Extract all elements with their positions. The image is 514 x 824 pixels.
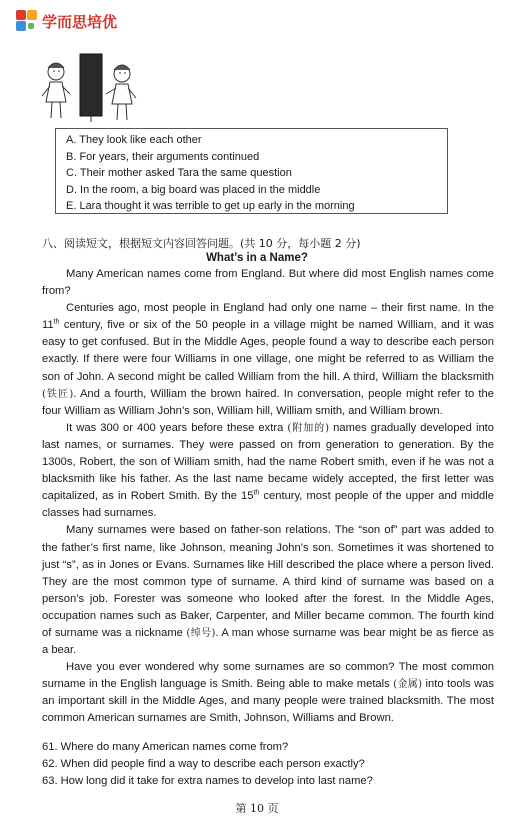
logo: [16, 10, 117, 32]
paragraph-3: It was 300 or 400 years before these extra (附加的) names gradually developed into last names, or surnames. They were passed on from generation to generation. By the 1300s, Robert, the son of William smith, had the name Robert smith, even if he was not a blacksmith like his father. As the last name became widely accepted, the first letter was capitalized, as in Robert Smith. By the 15th century, most people of the upper and middle classes had surnames.: [42, 421, 494, 520]
option-b: B. For years, their arguments continued: [66, 150, 260, 163]
illustration-two-girls-board: [36, 52, 146, 124]
logo-text: 学而思培优: [42, 12, 118, 31]
questions-list: [42, 739, 373, 789]
section-instruction: 八、阅读短文，根据短文内容回答问题。(共 10 分，每小题 2 分): [42, 237, 361, 250]
option-d: D. In the room, a big board was placed in the middle: [66, 183, 321, 196]
page-number: 第 10 页: [235, 802, 279, 815]
passage-title: What’s in a Name?: [206, 252, 308, 264]
option-c: C. Their mother asked Tara the same question: [66, 167, 292, 180]
question-62: 62. When did people find a way to describe each person exactly?: [42, 757, 365, 770]
option-e: E. Lara thought it was terrible to get up early in the morning: [66, 200, 355, 213]
passage: [42, 266, 494, 728]
question-61: 61. Where do many American names come from?: [42, 741, 289, 753]
question-63: 63. How long did it take for extra names to develop into last name?: [42, 774, 373, 787]
paragraph-4: Many surnames were based on father-son relations. The “son of” part was added to the father’s first name, like Johnson, meaning John’s son. Sometimes it was shortened to just “s”, as in Jones or Evans. Surnames like Hill described the place where a person lived. They are the most common type of surname. A third kind of surname was based on a person’s job. Forester was someone who looked after the forest. In the Middle Ages, occupation names such as Baker, Carpenter, and Miller became common. The fourth kind of surname was a nickname (绰号). A man whose surname was bear might be as fierce as a bear.: [42, 524, 494, 657]
paragraph-5: Have you ever wondered why some surnames are so common? The most common surname in the English language is Smith. Being able to make metals (金属) into tools was an important skill in the Middle Ages, and many people were trained blacksmith. The most common American surnames are Smith, Johnson, Williams and Brown.: [42, 661, 494, 725]
option-a: A. They look like each other: [66, 134, 202, 146]
paragraph-2: Centuries ago, most people in England had only one name – their first name. In the 11th century, five or six of the 50 people in a village might be named William, and it was easy to get confused. But in the Middle Ages, people found a way to describe each person exactly. If there were four Williams in one village, one might be referred to as William the son of John. A second might be called William from the hill. A third, William the blacksmith (铁匠). And a fourth, William the brown haired. In conversation, people might refer to the four William as William John’s son, William hill, William smith, and William brown.: [42, 302, 494, 417]
paragraph-1: Many American names come from England. But where did most English names come from?: [42, 268, 494, 298]
options-box: [55, 128, 448, 214]
logo-icon: [16, 10, 38, 32]
